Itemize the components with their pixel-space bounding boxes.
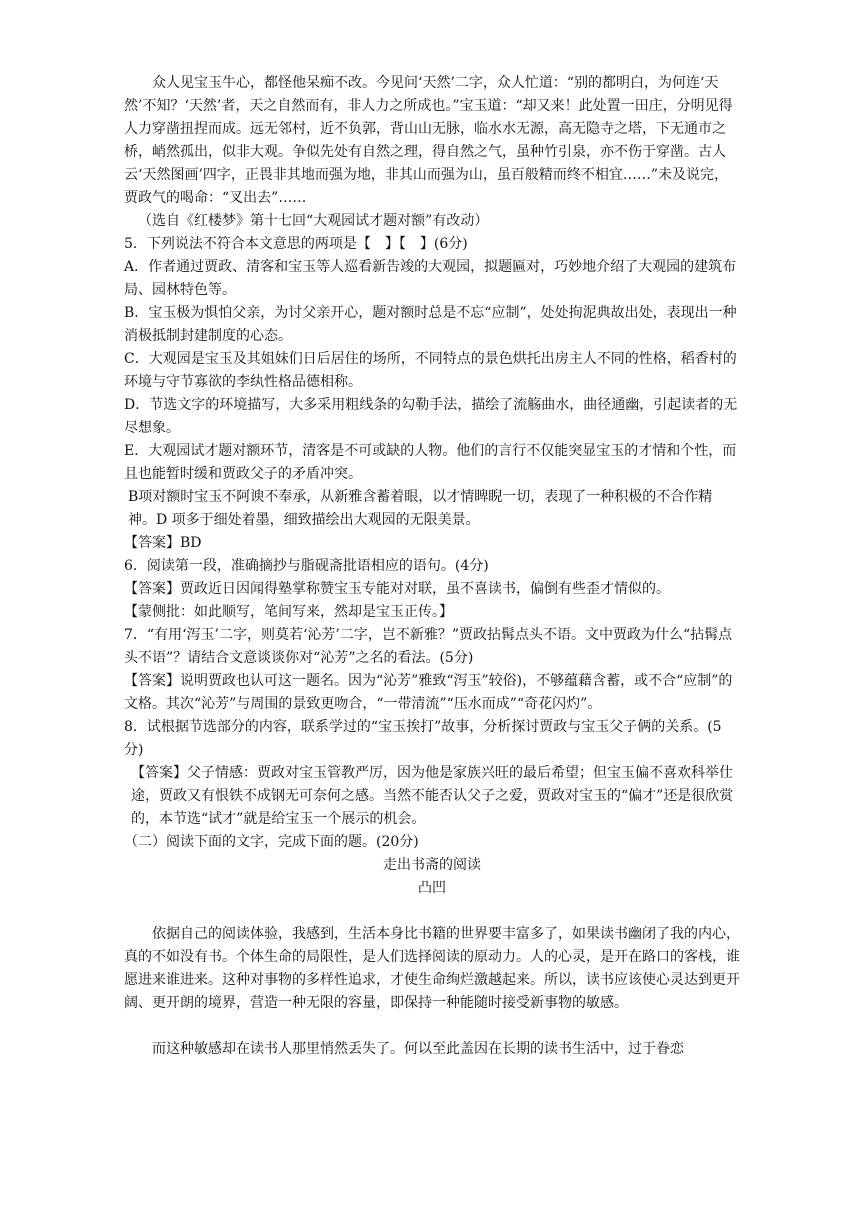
question-7-stem: 7．“有用‘泻玉’二字，则莫若‘沁芳’二字，岂不新雅？”贾政拈髯点头不语。文中贾政为什么“拈髯点头不语”？请结合文意谈谈你对“沁芳”之名的看法。(5分) (124, 627, 733, 666)
question-6-note: 【蒙侧批：如此顺写，笔间写来，然却是宝玉正传。】 (124, 604, 453, 620)
question-7-answer: 【答案】说明贾政也认可这一题名。因为“沁芳”雅致“泻玉”较俗)，不够蕴藉含蓄，或不合“应制”的文格。其次“沁芳”与周围的景致更吻合，“一带清流”“压水而成”“奇花闪灼”。 (124, 673, 733, 712)
question-8-stem: 8．试根据节选部分的内容，联系学过的“宝玉挨打”故事，分析探讨贾政与宝玉父子俩的关系。(5分) (124, 719, 722, 758)
question-8-answer: 【答案】父子情感：贾政对宝玉管教严厉，因为他是家族兴旺的最后希望；但宝玉偏不喜欢科举仕途，贾政又有恨铁不成钢无可奈何之感。当然不能否认父子之爱，贾政对宝玉的“偏才”还是很欣赏的，本节选“试才”就是给宝玉一个展示的机会。 (131, 765, 734, 827)
spacer (124, 1015, 740, 1038)
article-author: 凸凹 (418, 880, 446, 896)
passage-paragraph: 众人见宝玉牛心，都怪他呆痴不改。今见问‘天然’二字，众人忙道：“别的都明白，为何连‘天然’不知？‘天然’者，天之自然而有，非人力之所成也。”宝玉道：“却又来！此处置一田庄，分明见得人力穿凿扭捏而成。远无邻村，近不负郭，背山山无脉，临水水无源，高无隐寺之塔，下无通市之桥，峭然孤出，似非大观。争似先处有自然之理，得自然之气，虽种竹引泉，亦不伤于穿凿。古人云‘天然图画’四字，正畏非其地而强为地，非其山而强为山，虽百般精而终不相宜……”未及说完，贾政气的喝命：“叉出去”…… (124, 75, 733, 206)
option-a: A．作者通过贾政、清客和宝玉等人巡看新告竣的大观园，拟题匾对，巧妙地介绍了大观园的建筑布局、园林特色等。 (124, 259, 737, 298)
question-6-stem: 6．阅读第一段，准确摘抄与脂砚斋批语相应的语句。(4分) (124, 558, 489, 574)
option-c: C．大观园是宝玉及其姐妹们日后居住的场所，不同特点的景色烘托出房主人不同的性格，稻香村的环境与守节寡欲的李纨性格品德相称。 (124, 351, 737, 390)
section-2-heading: （二）阅读下面的文字，完成下面的题。(20分) (124, 834, 419, 850)
article-paragraph: 而这种敏感却在读书人那里悄然丢失了。何以至此盖因在长期的读书生活中，过于眷恋 (152, 1041, 684, 1057)
option-d: D．节选文字的环境描写，大多采用粗线条的勾勒手法，描绘了流觞曲水，曲径通幽，引起读者的无尽想象。 (124, 397, 738, 436)
question-5-explanation: B项对额时宝玉不阿谀不奉承，从新雅含蓄着眼，以才情睥睨一切，表现了一种积极的不合作精神。D 项多于细处着墨，细致描绘出大观园的无限美景。 (128, 489, 713, 528)
question-6-answer: 【答案】贾政近日因闻得塾掌称赞宝玉专能对对联，虽不喜读书，偏倒有些歪才情似的。 (124, 581, 670, 597)
article-paragraph: 依据自己的阅读体验，我感到，生活本身比书籍的世界要丰富多了，如果读书幽闭了我的内心，真的不如没有书。个体生命的局限性，是人们选择阅读的原动力。人的心灵，是开在路口的客栈，谁愿进来谁进来。这种对事物的多样性追求，才使生命绚烂激越起来。所以，读书应该使心灵达到更开阔、更开朗的境界，营造一种无限的容量，即保持一种能随时接受新事物的敏感。 (124, 926, 740, 1011)
spacer (124, 900, 740, 923)
question-5-stem: 5．下列说法不符合本文意思的两项是【 】【 】(6分) (124, 236, 468, 252)
passage-source: （选自《红楼梦》第十七回“大观园试才题对额”有改动） (138, 213, 489, 229)
question-5-answer: 【答案】BD (124, 535, 202, 551)
option-e: E．大观园试才题对额环节，清客是不可或缺的人物。他们的言行不仅能突显宝玉的才情和个性，而且也能暂时缓和贾政父子的矛盾冲突。 (124, 443, 737, 482)
article-title: 走出书斋的阅读 (383, 857, 481, 873)
option-b: B．宝玉极为惧怕父亲，为讨父亲开心，题对额时总是不忘“应制”，处处拘泥典故出处，表现出一种消极抵制封建制度的心态。 (124, 305, 737, 344)
